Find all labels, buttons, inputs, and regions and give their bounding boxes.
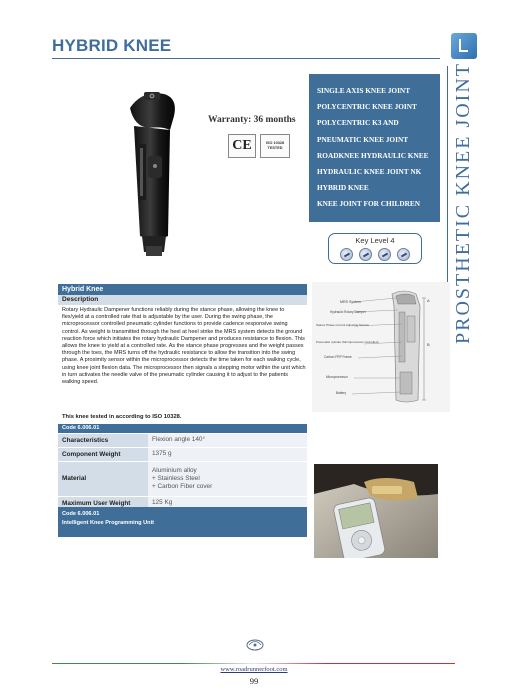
spec-value <box>148 461 307 496</box>
material-line: Aluminium alloy <box>152 466 197 474</box>
diagram-label: Carbon FRP Frame <box>324 355 352 359</box>
product-item-polycentric-k3[interactable]: POLYCENTRIC K3 AND <box>317 118 399 128</box>
product-code: Code 6.006.01 <box>58 424 307 433</box>
table-row <box>58 461 307 496</box>
product-item-hybrid[interactable]: HYBRID KNEE <box>317 183 369 193</box>
footer-rule <box>52 663 455 664</box>
page-title: HYBRID KNEE <box>52 36 172 55</box>
spec-value: 1375 g <box>148 447 307 461</box>
footer-text: Intelligent Knee Programming Unit <box>62 520 154 526</box>
warranty-text: Warranty: 36 months <box>208 115 296 125</box>
product-item-roadknee-hydraulic[interactable]: ROADKNEE HYDRAULIC KNEE <box>317 150 429 160</box>
spec-key: Component Weight <box>58 447 148 461</box>
description-label: Description <box>58 295 307 305</box>
footer-code: Code 6.006.01 <box>62 511 100 517</box>
spec-key: Material <box>58 461 148 496</box>
activity-level-icon <box>359 248 372 261</box>
programming-unit-photo <box>314 464 438 558</box>
ce-mark-icon: CE <box>228 134 256 158</box>
section-vertical-title: PROSTHETIC KNEE JOINT <box>452 62 474 344</box>
product-item-pneumatic[interactable]: PNEUMATIC KNEE JOINT <box>317 134 409 144</box>
product-item-polycentric[interactable]: POLYCENTRIC KNEE JOINT <box>317 102 417 112</box>
material-line: + Stainless Steel <box>152 474 200 482</box>
activity-level-icon <box>378 248 391 261</box>
material-line: + Carbon Fiber cover <box>152 482 213 490</box>
activity-level-icon <box>340 248 353 261</box>
footer-emblem-icon <box>245 636 265 652</box>
website-link[interactable]: www.roadrunnerfoot.com <box>220 666 288 673</box>
programming-unit-footer <box>58 507 307 537</box>
table-row <box>58 434 307 447</box>
product-item-children[interactable]: KNEE JOINT FOR CHILDREN <box>317 199 421 209</box>
diagram-marker: B <box>427 342 430 347</box>
hybrid-knee-photo <box>112 86 196 258</box>
diagram-label: Pneumatic cylinder (Microprocessor controlled) <box>316 340 379 344</box>
spec-key: Characteristics <box>58 434 148 447</box>
knee-cutaway-diagram <box>312 282 450 412</box>
key-level-badge <box>328 233 422 264</box>
activity-level-icon <box>397 248 410 261</box>
diagram-label: Microprocessor <box>326 375 348 379</box>
diagram-label: MRS System <box>340 300 361 304</box>
iso-10328-badge: ISO 10328 TESTED <box>260 134 290 158</box>
spec-table <box>58 434 307 511</box>
page-number: 99 <box>249 676 259 686</box>
product-item-hydraulic-nk[interactable]: HYDRAULIC KNEE JOINT NK <box>317 167 422 177</box>
diagram-label: Battery <box>336 391 347 395</box>
table-row <box>58 447 307 461</box>
product-item-single-axis[interactable]: SINGLE AXIS KNEE JOINT <box>317 86 411 95</box>
title-rule <box>52 58 440 59</box>
diagram-label: Stance Phase Control Adjusting Screws <box>316 323 369 327</box>
spec-value: Flexion angle 140° <box>148 434 307 447</box>
key-level-icons <box>340 248 410 261</box>
brand-logo-icon <box>451 33 477 59</box>
iso-test-note: This knee tested in according to ISO 10328. <box>62 414 182 420</box>
diagram-marker: A <box>427 298 430 303</box>
key-level-label: Key Level 4 <box>355 236 395 245</box>
products-menu <box>309 74 440 222</box>
diagram-label: Hydraulic Rotary Damper <box>330 310 366 314</box>
spec-key: Maximum User Weight <box>58 496 148 510</box>
spec-value: 125 Kg <box>148 496 307 510</box>
description-text: Rotary Hydraulic Dampener functions reliably during the stance phase, allowing the knee to flex/yield at a controlled rate that is adjustable by the user. During the swing phase, the microprocessor controlled pneumatic cylinder functions to provide cadence responsive swing control. As weight is transmitted through the heel at heel strike the MRS system detects the ground reaction force which initiates the rotary hydraulic Dampener and produces resistance to flexion. This allows the knee to yield at a controlled rate. As the stance phase progresses and the weight passes through the toes, the MRS turns off the hydraulic resistance to allow the transition into the swing phase. A proximity sensor within the microprocessor detects the time taken for each walking cycle, using knee joint flexion data. The microprocessor then signals a stepping motor within the unit which in turn activates the needle valve of the pneumatic cylinder causing it to adjust to the patients walking speed. <box>62 307 306 386</box>
spec-sheet-header: Hybrid Knee <box>58 284 307 295</box>
